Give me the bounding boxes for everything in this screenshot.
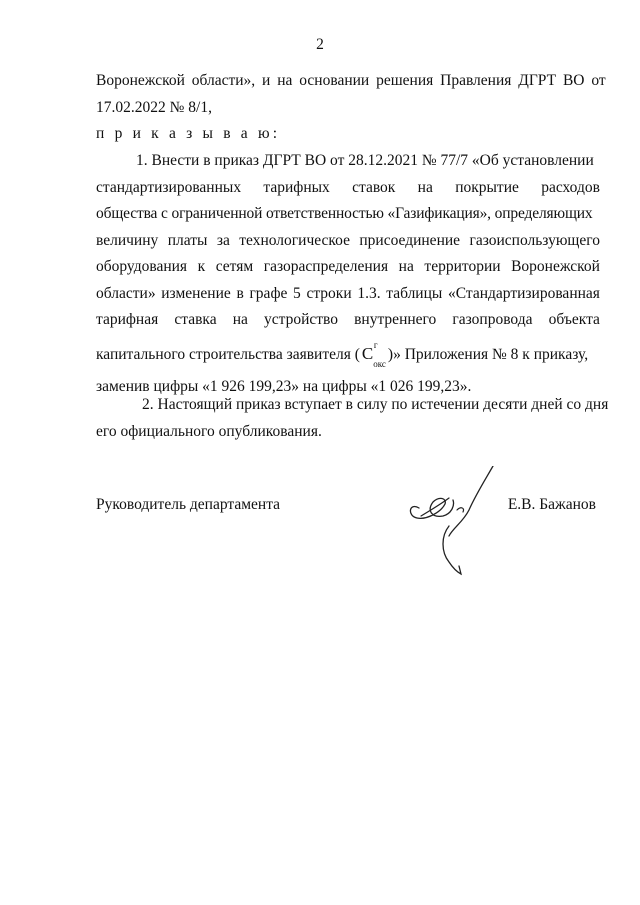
tariff-rate-symbol: С г $_{окс}$	[361, 339, 386, 369]
item-1-line-2: стандартизированных тарифных ставок на покрытие расходов	[96, 178, 600, 196]
item-2-paragraph	[96, 392, 609, 445]
item-1-line-3: общества с ограниченной ответственностью «Газификация», определяющих	[96, 205, 593, 222]
handwritten-signature	[401, 466, 511, 576]
item-1-line-6: области» изменение в графе 5 строки 1.3. таблицы «Стандартизированная	[96, 284, 600, 302]
signatory-position: Руководитель департамента	[96, 496, 281, 513]
item-1-line-8: капитального строительства заявителя ( С г $_{окс}$)» Приложения № 8 к приказу,	[96, 340, 600, 374]
item-1-line-7: тарифная ставка на устройство внутреннего газопровода объекта	[96, 311, 600, 328]
item-2-line-2: его официального опубликования.	[96, 422, 322, 440]
item-1-line-1: 1. Внести в приказ ДГРТ ВО от 28.12.2021 № 77/7 «Об установлении	[136, 152, 594, 169]
item-1-line-5: оборудования к сетям газораспределения на территории Воронежской	[96, 258, 600, 275]
intro-line-1: Воронежской области», и на основании решения Правления ДГРТ ВО от	[96, 72, 606, 89]
intro-paragraph	[96, 68, 606, 148]
order-word: п р и к а з ы в а ю:	[96, 125, 281, 142]
item-1-paragraph	[96, 148, 600, 400]
signature-block	[96, 496, 600, 586]
item-2-line-1: 2. Настоящий приказ вступает в силу по истечении десяти дней со дня	[142, 396, 609, 413]
page-number: 2	[316, 36, 324, 53]
item-1-line-4: величину платы за технологическое присоединение газоиспользующего	[96, 231, 600, 249]
intro-line-2: 17.02.2022 № 8/1,	[96, 98, 212, 116]
signatory-name: Е.В. Бажанов	[507, 496, 596, 513]
item-1-line-9: заменив цифры «1 926 199,23» на цифры «1 026 199,23».	[96, 377, 472, 395]
